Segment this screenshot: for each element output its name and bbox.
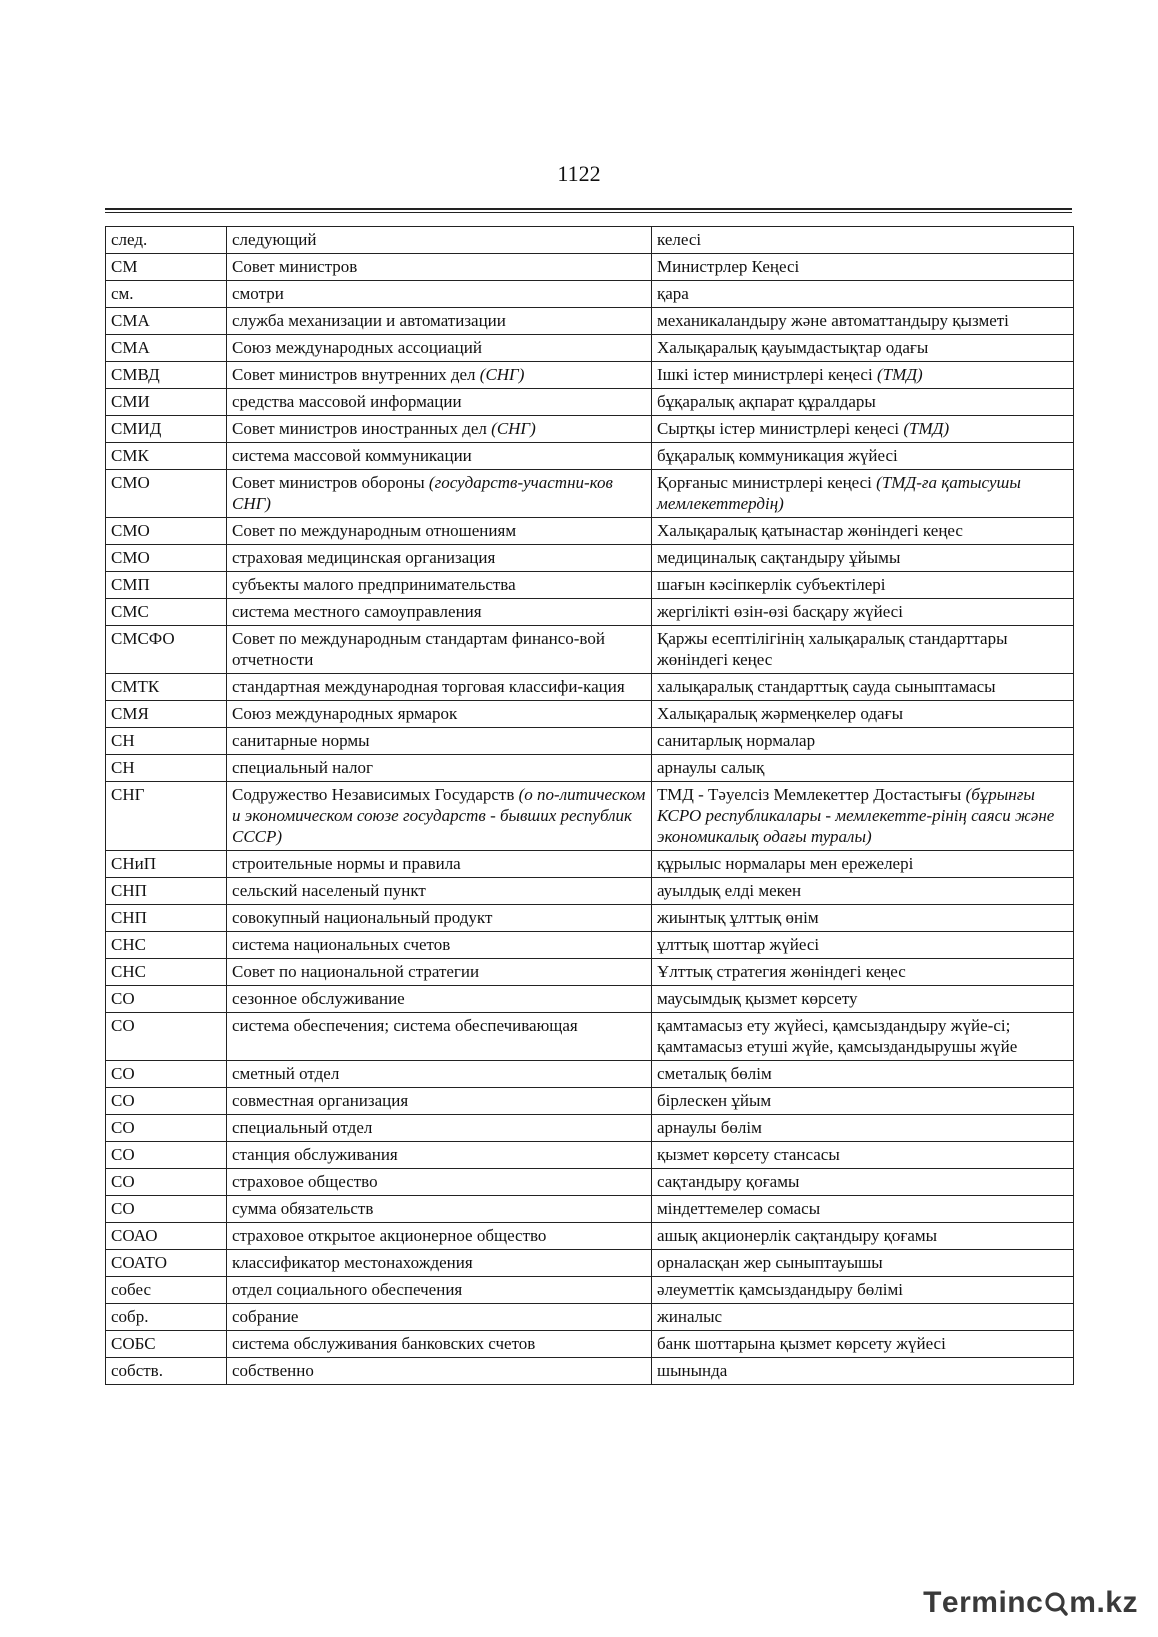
kazakh-term-cell [652,851,1074,878]
russian-term-cell [227,1115,652,1142]
table-row [106,1088,1074,1115]
kazakh-term: қызмет көрсету стансасы [657,1145,840,1164]
header-rule-thick [105,208,1072,210]
kazakh-term: жергілікті өзін-өзі басқару жүйесі [657,602,903,621]
table-row [106,470,1074,518]
table-row [106,335,1074,362]
kazakh-term-cell [652,1196,1074,1223]
russian-term: система обеспечения; система обеспечивающая [232,1016,578,1035]
kazakh-term: қара [657,284,689,303]
kazakh-term: Министрлер Кеңесі [657,257,800,276]
russian-term-cell [227,1223,652,1250]
russian-term-cell [227,851,652,878]
russian-term-cell [227,1250,652,1277]
russian-note: (государств-участни-ков СНГ) [232,473,613,513]
russian-term: Союз международных ярмарок [232,704,458,723]
kazakh-term-cell [652,545,1074,572]
kazakh-term: ауылдық елді мекен [657,881,802,900]
kazakh-term: Халықаралық қатынастар жөніндегі кеңес [657,521,963,540]
table-row [106,308,1074,335]
page-number: 1122 [557,161,601,186]
kazakh-term: құрылыс нормалары мен ережелері [657,854,914,873]
kazakh-term-cell [652,959,1074,986]
kazakh-term-cell [652,1277,1074,1304]
kazakh-term: механикаландыру және автоматтандыру қызметі [657,311,1009,330]
termincom-logo[interactable] [923,1581,1138,1625]
table-row [106,1196,1074,1223]
kazakh-term: банк шоттарына қызмет көрсету жүйесі [657,1334,946,1353]
russian-term-cell [227,1088,652,1115]
abbreviation-cell: см. [106,281,227,308]
kazakh-term: санитарлық нормалар [657,731,816,750]
table-row [106,443,1074,470]
abbreviation-cell: СМВД [106,362,227,389]
kazakh-term-cell [652,335,1074,362]
abbreviation-cell: СНиП [106,851,227,878]
kazakh-term-cell [652,1358,1074,1385]
abbreviation-cell: СМА [106,308,227,335]
kazakh-term: сақтандыру қоғамы [657,1172,800,1191]
kazakh-term-cell [652,626,1074,674]
kazakh-term-cell [652,1115,1074,1142]
kazakh-term-cell [652,281,1074,308]
table-row [106,281,1074,308]
kazakh-term-cell [652,1013,1074,1061]
russian-term: станция обслуживания [232,1145,398,1164]
abbreviation-cell: СН [106,728,227,755]
russian-term: Совет по национальной стратегии [232,962,480,981]
russian-term: Совет министров [232,257,358,276]
russian-term: страховое общество [232,1172,378,1191]
abbreviation-cell: СМТК [106,674,227,701]
table-row [106,1277,1074,1304]
kazakh-term: орналасқан жер сыныптауышы [657,1253,883,1272]
russian-term: совокупный национальный продукт [232,908,493,927]
russian-term: совместная организация [232,1091,409,1110]
kazakh-term: Халықаралық қауымдастықтар одағы [657,338,929,357]
kazakh-term: келесі [657,230,702,249]
russian-term-cell [227,1142,652,1169]
abbreviation-cell: СО [106,1088,227,1115]
russian-term: Союз международных ассоциаций [232,338,482,357]
kazakh-term: шынында [657,1361,728,1380]
kazakh-term: Қорғаныс министрлері кеңесі [657,473,877,492]
abbreviation-cell: СО [106,1169,227,1196]
russian-term: смотри [232,284,284,303]
kazakh-term-cell [652,1223,1074,1250]
abbreviation-cell: собес [106,1277,227,1304]
kazakh-term-cell [652,932,1074,959]
kazakh-term: Ұлттық стратегия жөніндегі кеңес [657,962,906,981]
russian-term: Совет министров обороны [232,473,429,492]
table-row [106,1115,1074,1142]
russian-term: отдел социального обеспечения [232,1280,463,1299]
russian-term-cell [227,362,652,389]
kazakh-term: әлеуметтік қамсыздандыру бөлімі [657,1280,903,1299]
kazakh-term-cell [652,1088,1074,1115]
abbreviation-cell: СМИД [106,416,227,443]
table-row [106,545,1074,572]
russian-term: собственно [232,1361,314,1380]
russian-term-cell [227,470,652,518]
table-row [106,227,1074,254]
kazakh-term-cell [652,986,1074,1013]
russian-term: Содружество Независимых Государств [232,785,519,804]
russian-term-cell [227,1358,652,1385]
kazakh-term: ТМД - Тәуелсіз Мемлекеттер Достастығы [657,785,966,804]
kazakh-term-cell [652,416,1074,443]
russian-term-cell [227,416,652,443]
kazakh-term: медициналық сақтандыру ұйымы [657,548,901,567]
kazakh-term: ұлттық шоттар жүйесі [657,935,820,954]
table-row [106,362,1074,389]
logo-middle: erminc [941,1586,1044,1619]
russian-term-cell [227,308,652,335]
russian-term-cell [227,1196,652,1223]
kazakh-term: жиынтық ұлттық өнім [657,908,819,927]
russian-term: Совет по международным отношениям [232,521,517,540]
russian-term-cell [227,626,652,674]
kazakh-term: бұқаралық ақпарат құралдары [657,392,876,411]
russian-note: (СНГ) [491,419,536,438]
kazakh-term: маусымдық қызмет көрсету [657,989,858,1008]
russian-term-cell [227,572,652,599]
abbreviation-cell: СНГ [106,782,227,851]
header-rule-thin [105,212,1072,213]
magnifier-o-icon [1043,1587,1069,1619]
russian-term-cell [227,1061,652,1088]
russian-term: Совет министров внутренних дел [232,365,480,384]
kazakh-term-cell [652,905,1074,932]
kazakh-term: ашық акционерлік сақтандыру қоғамы [657,1226,938,1245]
kazakh-term: Халықаралық жәрмеңкелер одағы [657,704,903,723]
russian-term: сметный отдел [232,1064,340,1083]
russian-term-cell [227,1304,652,1331]
kazakh-note: (бұрынғы КСРО республикалары - мемлекетте-рінің саяси және экономикалық одағы туралы) [657,785,1055,846]
table-row [106,986,1074,1013]
russian-term: сумма обязательств [232,1199,374,1218]
russian-term: классификатор местонахождения [232,1253,473,1272]
russian-term: страховая медицинская организация [232,548,496,567]
kazakh-term-cell [652,1061,1074,1088]
russian-term-cell [227,1169,652,1196]
table-row [106,1331,1074,1358]
kazakh-term-cell [652,701,1074,728]
abbreviation-cell: собр. [106,1304,227,1331]
table-row [106,674,1074,701]
abbreviation-cell: СО [106,1115,227,1142]
russian-term-cell [227,1277,652,1304]
kazakh-term: Ішкі істер министрлері кеңесі [657,365,877,384]
abbreviation-cell: СО [106,986,227,1013]
table-row [106,728,1074,755]
kazakh-term-cell [652,572,1074,599]
abbreviation-cell: СМО [106,545,227,572]
kazakh-term: жиналыс [657,1307,723,1326]
russian-term: Совет по международным стандартам финансо-вой отчетности [232,629,605,669]
russian-term-cell [227,755,652,782]
table-row [106,878,1074,905]
russian-term-cell [227,281,652,308]
abbreviation-cell: СМСФО [106,626,227,674]
kazakh-term: арнаулы бөлім [657,1118,762,1137]
russian-note: (СНГ) [479,365,525,384]
russian-term: средства массовой информации [232,392,462,411]
russian-term: санитарные нормы [232,731,370,750]
abbreviation-cell: собств. [106,1358,227,1385]
abbreviation-cell: СМА [106,335,227,362]
russian-term-cell [227,545,652,572]
kazakh-term-cell [652,518,1074,545]
russian-term: следующий [232,230,317,249]
kazakh-term-cell [652,674,1074,701]
kazakh-term: міндеттемелер сомасы [657,1199,821,1218]
kazakh-term-cell [652,308,1074,335]
abbreviation-cell: СН [106,755,227,782]
abbreviation-cell: СМЯ [106,701,227,728]
russian-note: (о по-литическом и экономическом союзе государств - бывших республик СССР) [232,785,646,846]
kazakh-term-cell [652,1142,1074,1169]
kazakh-term-cell [652,1250,1074,1277]
kazakh-term-cell [652,1331,1074,1358]
table-row [106,599,1074,626]
table-row [106,1013,1074,1061]
kazakh-term: арнаулы салық [657,758,765,777]
table-row [106,572,1074,599]
table-row [106,1169,1074,1196]
abbreviation-cell: СО [106,1196,227,1223]
kazakh-note: (ТМД) [903,419,950,438]
russian-term: служба механизации и автоматизации [232,311,506,330]
kazakh-term: сметалық бөлім [657,1064,772,1083]
russian-term-cell [227,518,652,545]
kazakh-term-cell [652,389,1074,416]
logo-prefix: T [923,1586,942,1619]
table-row [106,1223,1074,1250]
russian-term-cell [227,674,652,701]
kazakh-term: бұқаралық коммуникация жүйесі [657,446,898,465]
russian-term-cell [227,254,652,281]
abbreviation-cell: СОАТО [106,1250,227,1277]
russian-term: система национальных счетов [232,935,451,954]
kazakh-term: Сыртқы істер министрлері кеңесі [657,419,904,438]
kazakh-term-cell [652,227,1074,254]
abbreviation-cell: СО [106,1013,227,1061]
abbreviation-cell: СМП [106,572,227,599]
kazakh-term-cell [652,782,1074,851]
kazakh-term: халықаралық стандарттық сауда сыныптамасы [657,677,996,696]
kazakh-note: (ТМД-ға қатысушы мемлекеттердің) [657,473,1021,513]
russian-term-cell [227,728,652,755]
russian-term: специальный налог [232,758,373,777]
russian-term-cell [227,1013,652,1061]
table-row [106,905,1074,932]
table-row [106,254,1074,281]
kazakh-note: (ТМД) [876,365,923,384]
abbreviation-cell: СОБС [106,1331,227,1358]
abbreviation-cell: СНП [106,878,227,905]
kazakh-term-cell [652,599,1074,626]
abbreviation-cell: СО [106,1142,227,1169]
abbreviation-table [105,226,1074,1385]
table-row [106,701,1074,728]
russian-term: стандартная международная торговая классифи-кация [232,677,625,696]
russian-term-cell [227,335,652,362]
russian-term-cell [227,701,652,728]
russian-term-cell [227,227,652,254]
russian-term: система местного самоуправления [232,602,482,621]
table-row [106,626,1074,674]
russian-term: субъекты малого предпринимательства [232,575,516,594]
kazakh-term-cell [652,443,1074,470]
abbreviation-cell: СНП [106,905,227,932]
table-row [106,416,1074,443]
russian-term-cell [227,905,652,932]
russian-term: страховое открытое акционерное общество [232,1226,547,1245]
abbreviation-cell: СНС [106,959,227,986]
table-row [106,1304,1074,1331]
table-row [106,782,1074,851]
table-row [106,755,1074,782]
abbreviation-cell: след. [106,227,227,254]
table-row [106,932,1074,959]
table-row [106,851,1074,878]
russian-term: специальный отдел [232,1118,373,1137]
kazakh-term-cell [652,1169,1074,1196]
table-row [106,389,1074,416]
russian-term-cell [227,599,652,626]
russian-term: собрание [232,1307,299,1326]
russian-term-cell [227,986,652,1013]
logo-suffix: m.kz [1069,1586,1138,1619]
abbreviation-cell: СМС [106,599,227,626]
table-row [106,1142,1074,1169]
table-row [106,518,1074,545]
kazakh-term-cell [652,254,1074,281]
kazakh-term-cell [652,755,1074,782]
russian-term-cell [227,389,652,416]
russian-term: система обслуживания банковских счетов [232,1334,536,1353]
kazakh-term: шағын кәсіпкерлік субъектілері [657,575,886,594]
russian-term: Совет министров иностранных дел [232,419,492,438]
abbreviation-cell: СО [106,1061,227,1088]
russian-term: сельский населеный пункт [232,881,426,900]
russian-term-cell [227,443,652,470]
kazakh-term-cell [652,878,1074,905]
kazakh-term-cell [652,470,1074,518]
russian-term-cell [227,932,652,959]
russian-term: сезонное обслуживание [232,989,405,1008]
kazakh-term-cell [652,362,1074,389]
abbreviation-cell: СНС [106,932,227,959]
russian-term-cell [227,878,652,905]
table-row [106,1061,1074,1088]
table-row [106,1250,1074,1277]
kazakh-term: бірлескен ұйым [657,1091,772,1110]
russian-term: строительные нормы и правила [232,854,461,873]
kazakh-term-cell [652,728,1074,755]
kazakh-term-cell [652,1304,1074,1331]
russian-term: система массовой коммуникации [232,446,472,465]
abbreviation-cell: СМО [106,518,227,545]
abbreviation-cell: СОАО [106,1223,227,1250]
russian-term-cell [227,782,652,851]
abbreviation-cell: СМ [106,254,227,281]
russian-term-cell [227,959,652,986]
table-row [106,1358,1074,1385]
abbreviation-cell: СМК [106,443,227,470]
abbreviation-cell: СМО [106,470,227,518]
russian-term-cell [227,1331,652,1358]
kazakh-term: қамтамасыз ету жүйесі, қамсыздандыру жүйе-сі; қамтамасыз етуші жүйе, қамсыздандырушы жүйе [657,1016,1018,1056]
table-row [106,959,1074,986]
abbreviation-cell: СМИ [106,389,227,416]
kazakh-term: Қаржы есептілігінің халықаралық стандарттары жөніндегі кеңес [657,629,1008,669]
